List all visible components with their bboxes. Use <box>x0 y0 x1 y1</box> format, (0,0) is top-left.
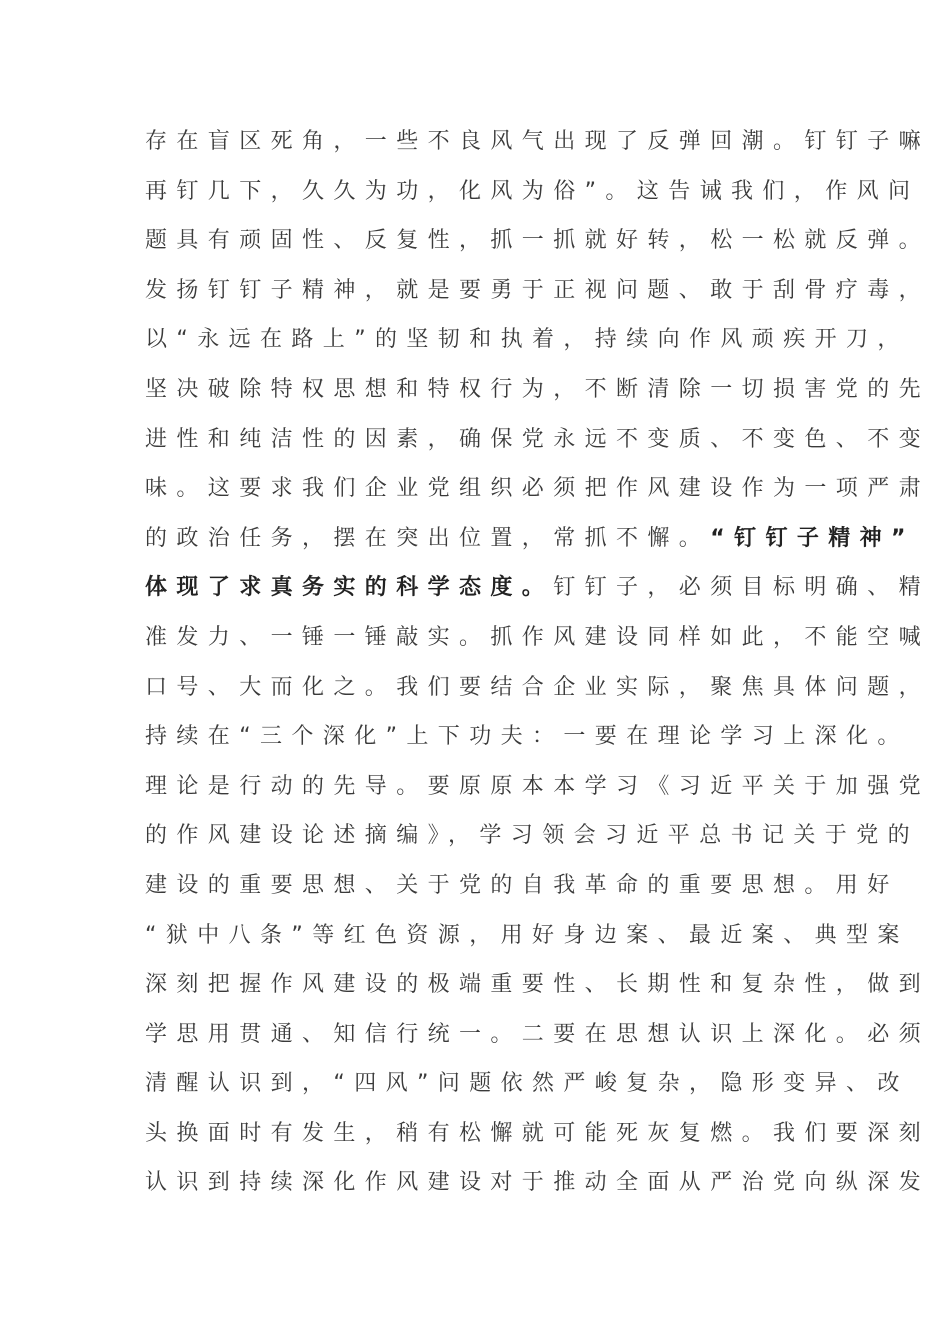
text-segment: 坚决破除特权思想和特权行为，不断清除一切损害党的先 <box>145 376 931 402</box>
text-segment: 理论是行动的先导。要原原本本学习《习近平关于加强党 <box>145 773 931 799</box>
text-segment: 题具有顽固性、反复性，抓一抓就好转，松一松就反弹。 <box>145 228 931 254</box>
text-segment: 钉钉子，必须目标明确、精 <box>553 575 931 601</box>
text-line <box>145 519 915 569</box>
text-line <box>145 866 899 916</box>
text-segment: 进性和纯洁性的因素，确保党永远不变质、不变色、不变 <box>145 426 931 452</box>
text-line <box>145 568 931 618</box>
text-segment: 深刻把握作风建设的极端重要性、长期性和复杂性，做到 <box>145 972 931 998</box>
text-segment: 持续在“三个深化”上下功夫：一要在理论学习上深化。 <box>145 724 909 750</box>
body-paragraph <box>145 122 931 1213</box>
text-segment: 认识到持续深化作风建设对于推动全面从严治党向纵深发 <box>145 1170 931 1196</box>
text-line <box>145 965 931 1015</box>
text-segment: 建设的重要思想、关于党的自我革命的重要思想。用好 <box>145 872 899 898</box>
text-line <box>145 1015 931 1065</box>
text-segment: 头换面时有发生，稍有松懈就可能死灰复燃。我们要深刻 <box>145 1120 931 1146</box>
text-line <box>145 618 931 668</box>
text-segment: 以“永远在路上”的坚韧和执着，持续向作风顽疾开刀， <box>145 327 909 353</box>
text-line <box>145 370 931 420</box>
text-line <box>145 916 909 966</box>
text-line <box>145 1163 931 1213</box>
text-line <box>145 221 931 271</box>
text-line <box>145 668 931 718</box>
text-segment: 的政治任务，摆在突出位置，常抓不懈。 <box>145 525 711 551</box>
bold-text-segment: “钉钉子精神” <box>710 525 915 551</box>
text-segment: 准发力、一锤一锤敲实。抓作风建设同样如此，不能空喊 <box>145 624 931 650</box>
text-segment: “狱中八条”等红色资源，用好身边案、最近案、典型案 <box>145 922 909 948</box>
text-line <box>145 767 931 817</box>
text-segment: 口号、大而化之。我们要结合企业实际，聚焦具体问题， <box>145 674 931 700</box>
text-line <box>145 717 909 767</box>
text-segment: 清醒认识到，“四风”问题依然严峻复杂，隐形变异、改 <box>145 1071 909 1097</box>
text-line <box>145 469 931 519</box>
text-line <box>145 122 931 172</box>
text-segment: 再钉几下，久久为功，化风为俗”。这告诫我们，作风问 <box>145 178 920 204</box>
text-line <box>145 271 931 321</box>
text-line <box>145 320 909 370</box>
text-segment: 存在盲区死角，一些不良风气出现了反弹回潮。钉钉子嘛 <box>145 129 931 154</box>
text-segment: 味。这要求我们企业党组织必须把作风建设作为一项严肃 <box>145 476 931 502</box>
text-segment: 学思用贯通、知信行统一。二要在思想认识上深化。必须 <box>145 1021 931 1047</box>
text-line <box>145 1114 931 1164</box>
text-segment: 发扬钉钉子精神，就是要勇于正视问题、敢于刮骨疗毒， <box>145 277 931 303</box>
text-line <box>145 420 931 470</box>
bold-text-segment: 体现了求真务实的科学态度。 <box>145 575 554 601</box>
text-segment: 的作风建设论述摘编》，学习领会习近平总书记关于党的 <box>145 823 920 849</box>
text-line <box>145 172 920 222</box>
text-line <box>145 1064 909 1114</box>
text-line <box>145 816 920 866</box>
